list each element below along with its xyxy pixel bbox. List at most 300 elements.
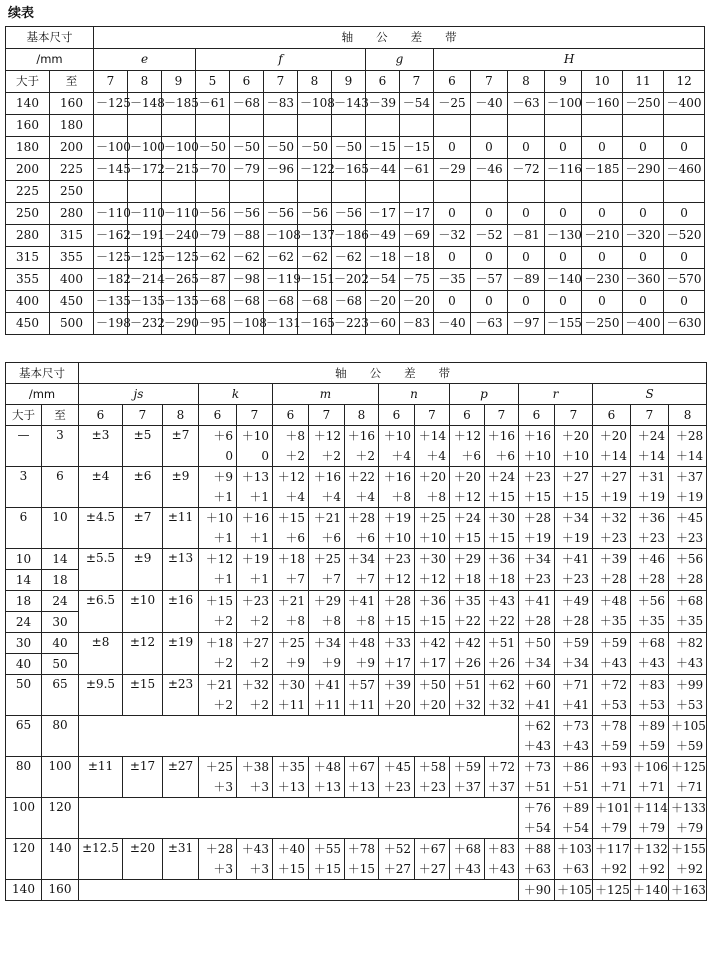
tolerance-upper: ＋12	[199, 549, 237, 570]
tolerance-value: 0	[623, 137, 664, 159]
tolerance-upper: ＋55	[309, 839, 345, 860]
tolerance-value: 0	[582, 137, 623, 159]
tolerance-lower: ＋79	[631, 818, 669, 839]
tolerance-value: －148	[128, 93, 162, 115]
tolerance-value	[400, 115, 434, 137]
tolerance-upper: ＋42	[415, 633, 450, 654]
size-from: 120	[6, 839, 42, 880]
tolerance-value: －165	[332, 159, 366, 181]
grade-header: 12	[664, 71, 705, 93]
tolerance-zone-header: 轴 公 差 带	[94, 27, 705, 49]
tolerance-lower: ＋23	[555, 570, 593, 591]
size-to: 10	[42, 508, 79, 549]
tolerance-lower: ＋15	[309, 859, 345, 880]
tolerance-value: 0	[434, 247, 471, 269]
table-row	[6, 633, 707, 654]
tolerance-upper: ＋41	[345, 591, 379, 612]
tolerance-value: －100	[545, 93, 582, 115]
tolerance-value: －172	[128, 159, 162, 181]
tolerance-value: －44	[366, 159, 400, 181]
tolerance-value: －360	[623, 269, 664, 291]
tolerance-lower: ＋63	[519, 859, 555, 880]
tolerance-lower: ＋59	[593, 736, 631, 757]
tolerance-upper: ＋19	[237, 549, 273, 570]
tolerance-lower: ＋2	[309, 446, 345, 467]
tolerance-lower: ＋43	[450, 859, 485, 880]
tolerance-value: －88	[230, 225, 264, 247]
tolerance-value: －17	[400, 203, 434, 225]
tolerance-lower: ＋9	[309, 654, 345, 675]
tolerance-lower: ＋43	[519, 736, 555, 757]
tolerance-value: －20	[400, 291, 434, 313]
tolerance-upper: ＋10	[237, 426, 273, 447]
tolerance-lower: ＋19	[631, 487, 669, 508]
tolerance-value: －17	[366, 203, 400, 225]
tolerance-value	[366, 115, 400, 137]
unit-header: /mm	[6, 384, 79, 405]
tolerance-upper: ＋35	[273, 757, 309, 778]
tolerance-upper: ＋23	[379, 549, 415, 570]
tolerance-value: －100	[162, 137, 196, 159]
tolerance-value	[162, 181, 196, 203]
tolerance-lower: ＋23	[379, 777, 415, 798]
tolerance-upper: ＋163	[669, 880, 707, 901]
tolerance-lower: ＋15	[450, 528, 485, 549]
tolerance-lower: ＋2	[345, 446, 379, 467]
tolerance-value: 0	[434, 291, 471, 313]
tolerance-upper: ＋52	[379, 839, 415, 860]
size-to: 140	[42, 839, 79, 880]
tolerance-value: －108	[230, 313, 264, 335]
size-to: 65	[42, 675, 79, 716]
tolerance-value: －68	[196, 291, 230, 313]
tolerance-upper: ＋62	[485, 675, 519, 696]
grade-header: 7	[631, 405, 669, 426]
tolerance-value: －520	[664, 225, 705, 247]
tolerance-upper: ＋25	[309, 549, 345, 570]
js-value: ±12.5	[79, 839, 123, 880]
tolerance-lower: ＋22	[450, 612, 485, 633]
empty-cell	[79, 716, 519, 757]
tolerance-lower: ＋32	[485, 695, 519, 716]
js-value: ±7	[123, 508, 163, 549]
js-value: ±23	[163, 675, 199, 716]
tolerance-upper: ＋13	[237, 467, 273, 488]
tolerance-value: －15	[400, 137, 434, 159]
tolerance-value: －83	[264, 93, 298, 115]
size-to: 50	[42, 654, 79, 675]
tolerance-upper: ＋14	[415, 426, 450, 447]
tolerance-value: －62	[230, 247, 264, 269]
tolerance-value: 0	[545, 137, 582, 159]
tolerance-value: 0	[508, 291, 545, 313]
tolerance-value: －29	[434, 159, 471, 181]
size-to: 160	[42, 880, 79, 901]
tolerance-upper: ＋20	[415, 467, 450, 488]
tolerance-value	[196, 181, 230, 203]
tolerance-upper: ＋46	[631, 549, 669, 570]
tolerance-value: 0	[623, 203, 664, 225]
tolerance-value: －46	[471, 159, 508, 181]
tolerance-value: －56	[298, 203, 332, 225]
grade-header: 9	[162, 71, 196, 93]
tolerance-value: －96	[264, 159, 298, 181]
grade-header: 6	[366, 71, 400, 93]
tolerance-value	[400, 181, 434, 203]
size-from: 315	[6, 247, 50, 269]
tolerance-upper: ＋36	[415, 591, 450, 612]
tolerance-upper: ＋16	[379, 467, 415, 488]
grade-header: 7	[264, 71, 298, 93]
tolerance-value: －250	[623, 93, 664, 115]
tolerance-lower: ＋92	[593, 859, 631, 880]
tolerance-upper: ＋72	[485, 757, 519, 778]
table-row	[6, 225, 705, 247]
header-row	[6, 49, 705, 71]
tolerance-value: －18	[366, 247, 400, 269]
size-from: 200	[6, 159, 50, 181]
tolerance-upper: ＋10	[199, 508, 237, 529]
tolerance-lower: ＋34	[519, 654, 555, 675]
tolerance-value: －100	[94, 137, 128, 159]
size-to: 400	[50, 269, 94, 291]
tolerance-lower: ＋17	[415, 654, 450, 675]
tolerance-value: －131	[264, 313, 298, 335]
tolerance-upper: ＋41	[309, 675, 345, 696]
tolerance-value: －62	[332, 247, 366, 269]
tolerance-upper: ＋56	[631, 591, 669, 612]
table-row	[6, 675, 707, 696]
size-from: 40	[6, 654, 42, 675]
tolerance-value: －49	[366, 225, 400, 247]
tolerance-value: －89	[508, 269, 545, 291]
tolerance-lower: ＋1	[199, 570, 237, 591]
size-from: 250	[6, 203, 50, 225]
table-row	[6, 716, 707, 737]
tolerance-lower: ＋17	[379, 654, 415, 675]
tolerance-upper: ＋12	[450, 426, 485, 447]
tolerance-upper: ＋42	[450, 633, 485, 654]
tolerance-upper: ＋67	[345, 757, 379, 778]
tolerance-value	[582, 181, 623, 203]
tolerance-lower: ＋32	[450, 695, 485, 716]
grade-header: 8	[128, 71, 162, 93]
tolerance-lower: ＋19	[519, 528, 555, 549]
tolerance-value: －63	[508, 93, 545, 115]
header-row	[6, 27, 705, 49]
tolerance-upper: ＋59	[450, 757, 485, 778]
size-to: 40	[42, 633, 79, 654]
tolerance-upper: ＋86	[555, 757, 593, 778]
tolerance-value: －185	[162, 93, 196, 115]
tolerance-upper: ＋28	[519, 508, 555, 529]
tolerance-upper: ＋68	[631, 633, 669, 654]
tolerance-value: －116	[545, 159, 582, 181]
tolerance-upper: ＋34	[345, 549, 379, 570]
js-value: ±7	[163, 426, 199, 467]
tolerance-value	[128, 115, 162, 137]
tolerance-value: －570	[664, 269, 705, 291]
tolerance-value: －57	[471, 269, 508, 291]
tolerance-value: －87	[196, 269, 230, 291]
grade-header: 8	[508, 71, 545, 93]
table-row	[6, 798, 707, 819]
tolerance-upper: ＋51	[485, 633, 519, 654]
tolerance-upper: ＋29	[450, 549, 485, 570]
tolerance-value	[508, 181, 545, 203]
tolerance-upper: ＋39	[593, 549, 631, 570]
tolerance-upper: ＋32	[237, 675, 273, 696]
grade-header: 7	[237, 405, 273, 426]
tolerance-upper: ＋76	[519, 798, 555, 819]
size-to: 6	[42, 467, 79, 508]
js-value: ±10	[123, 591, 163, 633]
tolerance-upper: ＋16	[237, 508, 273, 529]
tolerance-upper: ＋125	[593, 880, 631, 901]
js-value: ±20	[123, 839, 163, 880]
tolerance-upper: ＋48	[345, 633, 379, 654]
tolerance-value: －68	[332, 291, 366, 313]
tolerance-lower: ＋8	[345, 612, 379, 633]
size-to: 225	[50, 159, 94, 181]
size-from: 180	[6, 137, 50, 159]
tolerance-lower: ＋15	[485, 487, 519, 508]
tolerance-lower: ＋53	[631, 695, 669, 716]
tolerance-lower: ＋14	[669, 446, 707, 467]
tolerance-lower: ＋71	[669, 777, 707, 798]
size-to: 3	[42, 426, 79, 467]
tolerance-lower: ＋51	[519, 777, 555, 798]
tolerance-lower: ＋26	[485, 654, 519, 675]
tolerance-upper: ＋73	[555, 716, 593, 737]
tolerance-upper: ＋8	[273, 426, 309, 447]
tolerance-value	[508, 115, 545, 137]
tolerance-lower: ＋1	[237, 487, 273, 508]
tolerance-lower: ＋43	[485, 859, 519, 880]
tolerance-value: －400	[623, 313, 664, 335]
tolerance-value: 0	[434, 203, 471, 225]
group-header-k: k	[199, 384, 273, 405]
group-header-g: g	[366, 49, 434, 71]
tolerance-lower: ＋13	[309, 777, 345, 798]
js-value: ±6	[123, 467, 163, 508]
tolerance-value: －50	[332, 137, 366, 159]
tolerance-zone-header: 轴 公 差 带	[79, 363, 707, 384]
tolerance-lower: ＋13	[273, 777, 309, 798]
size-from: 280	[6, 225, 50, 247]
tolerance-value	[545, 181, 582, 203]
tolerance-value: －50	[298, 137, 332, 159]
tolerance-value: 0	[582, 203, 623, 225]
tolerance-lower: ＋15	[345, 859, 379, 880]
tolerance-upper: ＋140	[631, 880, 669, 901]
tolerance-value: 0	[664, 291, 705, 313]
tolerance-value: －223	[332, 313, 366, 335]
tolerance-upper: ＋25	[415, 508, 450, 529]
tolerance-value: －56	[230, 203, 264, 225]
tolerance-value: －191	[128, 225, 162, 247]
tolerance-value: 0	[664, 203, 705, 225]
size-to: 280	[50, 203, 94, 225]
tolerance-value: 0	[471, 247, 508, 269]
tolerance-lower: ＋34	[555, 654, 593, 675]
tolerance-value: －61	[196, 93, 230, 115]
tolerance-lower: ＋63	[555, 859, 593, 880]
tolerance-value	[230, 115, 264, 137]
tolerance-value	[545, 115, 582, 137]
js-value: ±5	[123, 426, 163, 467]
tolerance-upper: ＋78	[345, 839, 379, 860]
to-header: 至	[50, 71, 94, 93]
tolerance-value: －62	[264, 247, 298, 269]
tolerance-upper: ＋106	[631, 757, 669, 778]
js-value: ±4.5	[79, 508, 123, 549]
size-to: 160	[50, 93, 94, 115]
tolerance-lower: ＋10	[379, 528, 415, 549]
tolerance-upper: ＋15	[199, 591, 237, 612]
tolerance-value: －230	[582, 269, 623, 291]
tolerance-value: －15	[366, 137, 400, 159]
tolerance-value: －182	[94, 269, 128, 291]
tolerance-upper: ＋24	[450, 508, 485, 529]
size-to: 200	[50, 137, 94, 159]
tolerance-value: －61	[400, 159, 434, 181]
tolerance-lower: ＋6	[345, 528, 379, 549]
js-value: ±9	[123, 549, 163, 591]
tolerance-value: 0	[545, 291, 582, 313]
tolerance-lower: ＋15	[273, 859, 309, 880]
tolerance-value: －68	[264, 291, 298, 313]
group-header-p: p	[450, 384, 519, 405]
tolerance-upper: ＋103	[555, 839, 593, 860]
table-row	[6, 291, 705, 313]
tolerance-lower: ＋4	[345, 487, 379, 508]
tolerance-lower: ＋7	[345, 570, 379, 591]
tolerance-value: －56	[196, 203, 230, 225]
tolerance-value	[366, 181, 400, 203]
tolerance-value: －50	[230, 137, 264, 159]
tolerance-upper: ＋48	[593, 591, 631, 612]
table-row	[6, 426, 707, 447]
table-row	[6, 757, 707, 778]
size-to: 18	[42, 570, 79, 591]
grade-header: 7	[309, 405, 345, 426]
tolerance-value: －186	[332, 225, 366, 247]
tolerance-upper: ＋27	[237, 633, 273, 654]
size-to: 100	[42, 757, 79, 798]
tolerance-lower: ＋8	[273, 612, 309, 633]
tolerance-upper: ＋155	[669, 839, 707, 860]
size-from: 6	[6, 508, 42, 549]
tolerance-lower: 0	[199, 446, 237, 467]
tolerance-lower: ＋43	[555, 736, 593, 757]
tolerance-lower: ＋43	[593, 654, 631, 675]
tolerance-value	[94, 115, 128, 137]
js-value: ±11	[163, 508, 199, 549]
table-row	[6, 467, 707, 488]
tolerance-upper: ＋101	[593, 798, 631, 819]
tolerance-value: 0	[664, 247, 705, 269]
grade-header: 6	[519, 405, 555, 426]
tolerance-value: －151	[298, 269, 332, 291]
js-value: ±16	[163, 591, 199, 633]
tolerance-lower: ＋43	[669, 654, 707, 675]
tolerance-lower: ＋92	[631, 859, 669, 880]
tolerance-value	[582, 115, 623, 137]
tolerance-lower: ＋3	[199, 859, 237, 880]
grade-header: 6	[379, 405, 415, 426]
tolerance-value: －155	[545, 313, 582, 335]
tolerance-upper: ＋20	[593, 426, 631, 447]
tolerance-lower: ＋14	[631, 446, 669, 467]
tolerance-upper: ＋105	[669, 716, 707, 737]
tolerance-upper: ＋83	[485, 839, 519, 860]
tolerance-upper: ＋43	[485, 591, 519, 612]
tolerance-lower: ＋53	[593, 695, 631, 716]
size-from: 140	[6, 93, 50, 115]
tolerance-value: －69	[400, 225, 434, 247]
tolerance-lower: ＋1	[237, 570, 273, 591]
tolerance-lower: ＋92	[669, 859, 707, 880]
grade-header: 9	[332, 71, 366, 93]
tolerance-upper: ＋33	[379, 633, 415, 654]
tolerance-value: －56	[264, 203, 298, 225]
tolerance-value: －215	[162, 159, 196, 181]
tolerance-value: －100	[128, 137, 162, 159]
tolerance-lower: ＋10	[415, 528, 450, 549]
size-from: 160	[6, 115, 50, 137]
tolerance-value: －232	[128, 313, 162, 335]
grade-header: 6	[79, 405, 123, 426]
header-row	[6, 405, 707, 426]
tolerance-value: 0	[471, 137, 508, 159]
grade-header: 8	[298, 71, 332, 93]
grade-header: 6	[230, 71, 264, 93]
size-from: 100	[6, 798, 42, 839]
group-header-r: r	[519, 384, 593, 405]
tolerance-value: －137	[298, 225, 332, 247]
tolerance-lower: ＋28	[669, 570, 707, 591]
tolerance-value: －110	[128, 203, 162, 225]
tolerance-upper: ＋89	[631, 716, 669, 737]
tolerance-value: －630	[664, 313, 705, 335]
tolerance-upper: ＋20	[450, 467, 485, 488]
tolerance-upper: ＋89	[555, 798, 593, 819]
tolerance-upper: ＋43	[237, 839, 273, 860]
tolerance-lower: ＋23	[415, 777, 450, 798]
tolerance-value: －40	[434, 313, 471, 335]
basic-size-header: 基本尺寸	[6, 27, 94, 49]
js-value: ±6.5	[79, 591, 123, 633]
tolerance-lower: ＋2	[273, 446, 309, 467]
tolerance-upper: ＋58	[415, 757, 450, 778]
tolerance-value: －68	[298, 291, 332, 313]
tolerance-lower: ＋19	[593, 487, 631, 508]
tolerance-lower: ＋8	[309, 612, 345, 633]
tolerance-lower: ＋35	[631, 612, 669, 633]
tolerance-lower: ＋1	[237, 528, 273, 549]
tolerance-lower: ＋71	[593, 777, 631, 798]
tolerance-upper: ＋90	[519, 880, 555, 901]
tolerance-upper: ＋51	[450, 675, 485, 696]
tolerance-upper: ＋18	[199, 633, 237, 654]
tolerance-value: －20	[366, 291, 400, 313]
size-to: 80	[42, 716, 79, 757]
tolerance-lower: ＋15	[519, 487, 555, 508]
tolerance-upper: ＋93	[593, 757, 631, 778]
tolerance-upper: ＋78	[593, 716, 631, 737]
tolerance-lower: ＋2	[237, 695, 273, 716]
